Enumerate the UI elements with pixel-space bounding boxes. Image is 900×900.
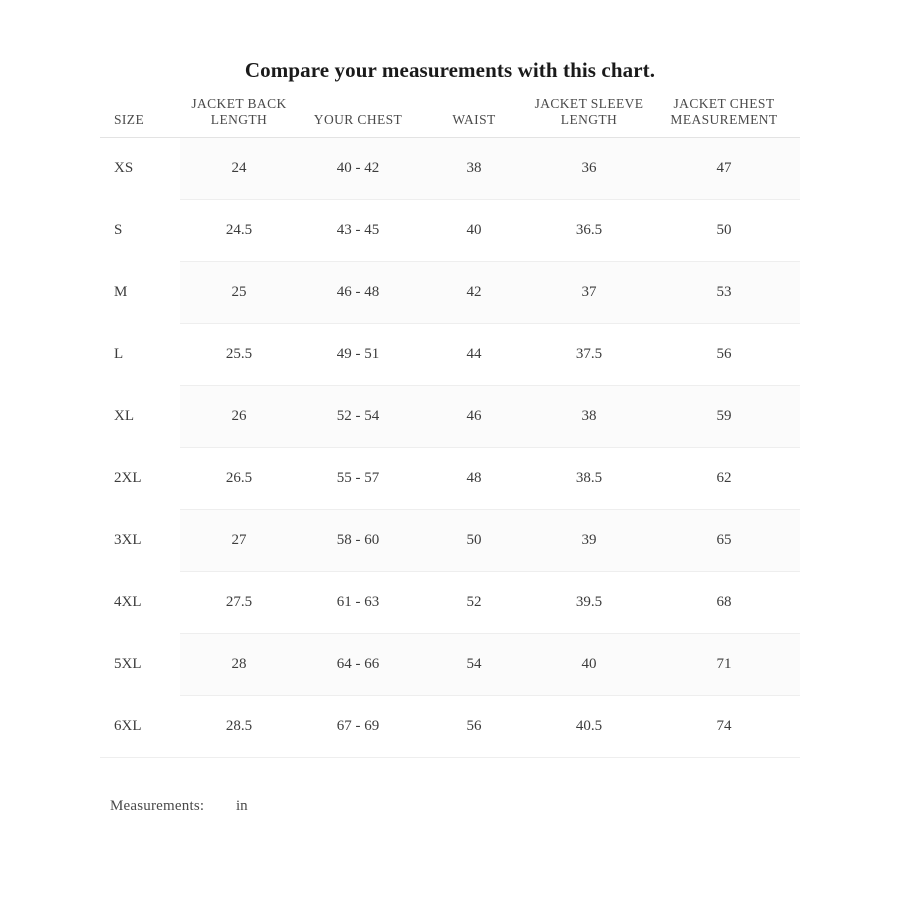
- cell-jacket-sleeve-length: 36.5: [530, 200, 648, 262]
- cell-jacket-sleeve-length: 37: [530, 262, 648, 324]
- table-row: [100, 572, 800, 634]
- cell-jacket-chest-measurement: 59: [648, 386, 800, 448]
- size-chart-table: [100, 92, 800, 758]
- cell-size: XS: [114, 160, 134, 177]
- cell-jacket-back-length: 26.5: [180, 448, 298, 510]
- cell-your-chest: 52 - 54: [298, 386, 418, 448]
- table-row: [100, 634, 800, 696]
- cell-jacket-chest-measurement: 47: [648, 138, 800, 200]
- table-header-row: [100, 92, 800, 138]
- cell-waist: 40: [418, 200, 530, 262]
- cell-jacket-chest-measurement: 74: [648, 696, 800, 758]
- cell-size: S: [114, 222, 123, 239]
- cell-size: L: [114, 346, 124, 363]
- table-row: [100, 200, 800, 262]
- cell-jacket-back-length: 26: [180, 386, 298, 448]
- cell-jacket-chest-measurement: 50: [648, 200, 800, 262]
- cell-jacket-sleeve-length: 40.5: [530, 696, 648, 758]
- measurements-unit: in: [236, 798, 248, 814]
- cell-size: 3XL: [114, 532, 142, 549]
- cell-jacket-sleeve-length: 37.5: [530, 324, 648, 386]
- cell-jacket-back-length: 24.5: [180, 200, 298, 262]
- cell-size: 5XL: [114, 656, 142, 673]
- measurements-label: Measurements:: [110, 798, 205, 814]
- column-header-size: SIZE: [114, 111, 145, 127]
- cell-waist: 56: [418, 696, 530, 758]
- cell-jacket-chest-measurement: 53: [648, 262, 800, 324]
- column-header-your-chest: YOUR CHEST: [313, 111, 403, 127]
- cell-your-chest: 46 - 48: [298, 262, 418, 324]
- cell-jacket-chest-measurement: 71: [648, 634, 800, 696]
- cell-jacket-back-length: 28.5: [180, 696, 298, 758]
- cell-waist: 42: [418, 262, 530, 324]
- cell-your-chest: 61 - 63: [298, 572, 418, 634]
- table-row: [100, 138, 800, 200]
- cell-your-chest: 58 - 60: [298, 510, 418, 572]
- cell-your-chest: 43 - 45: [298, 200, 418, 262]
- cell-waist: 48: [418, 448, 530, 510]
- column-header-jacket-chest-measurement: JACKET CHEST MEASUREMENT: [670, 96, 778, 127]
- table-header: [100, 92, 800, 138]
- table-row: [100, 386, 800, 448]
- cell-jacket-sleeve-length: 38.5: [530, 448, 648, 510]
- cell-jacket-back-length: 27.5: [180, 572, 298, 634]
- table-row: [100, 448, 800, 510]
- cell-your-chest: 64 - 66: [298, 634, 418, 696]
- cell-size: XL: [114, 408, 134, 425]
- table-row: [100, 262, 800, 324]
- cell-jacket-sleeve-length: 38: [530, 386, 648, 448]
- table-row: [100, 696, 800, 758]
- cell-your-chest: 55 - 57: [298, 448, 418, 510]
- cell-jacket-chest-measurement: 65: [648, 510, 800, 572]
- cell-jacket-back-length: 24: [180, 138, 298, 200]
- cell-waist: 50: [418, 510, 530, 572]
- cell-your-chest: 67 - 69: [298, 696, 418, 758]
- cell-size: 2XL: [114, 470, 142, 487]
- cell-size: 6XL: [100, 696, 180, 758]
- cell-jacket-back-length: 27: [180, 510, 298, 572]
- cell-jacket-chest-measurement: 56: [648, 324, 800, 386]
- cell-your-chest: 40 - 42: [298, 138, 418, 200]
- cell-waist: 46: [418, 386, 530, 448]
- cell-waist: 54: [418, 634, 530, 696]
- measurements-footer: [110, 798, 248, 815]
- cell-jacket-chest-measurement: 62: [648, 448, 800, 510]
- cell-waist: 44: [418, 324, 530, 386]
- cell-waist: 38: [418, 138, 530, 200]
- table-row: [100, 324, 800, 386]
- cell-jacket-back-length: 28: [180, 634, 298, 696]
- column-header-jacket-back-length: JACKET BACK LENGTH: [191, 96, 287, 127]
- cell-size: 4XL: [114, 594, 142, 611]
- cell-jacket-sleeve-length: 39: [530, 510, 648, 572]
- cell-your-chest: 49 - 51: [298, 324, 418, 386]
- column-header-jacket-sleeve-length: JACKET SLEEVE LENGTH: [534, 96, 644, 127]
- cell-waist: 52: [418, 572, 530, 634]
- cell-jacket-back-length: 25: [180, 262, 298, 324]
- cell-jacket-back-length: 25.5: [180, 324, 298, 386]
- column-header-waist: WAIST: [452, 111, 496, 127]
- cell-jacket-sleeve-length: 40: [530, 634, 648, 696]
- table-body: [100, 138, 800, 758]
- table-row: [100, 510, 800, 572]
- page-title: Compare your measurements with this chart.: [244, 58, 656, 82]
- cell-jacket-sleeve-length: 36: [530, 138, 648, 200]
- cell-jacket-sleeve-length: 39.5: [530, 572, 648, 634]
- cell-size: M: [114, 284, 128, 301]
- cell-jacket-chest-measurement: 68: [648, 572, 800, 634]
